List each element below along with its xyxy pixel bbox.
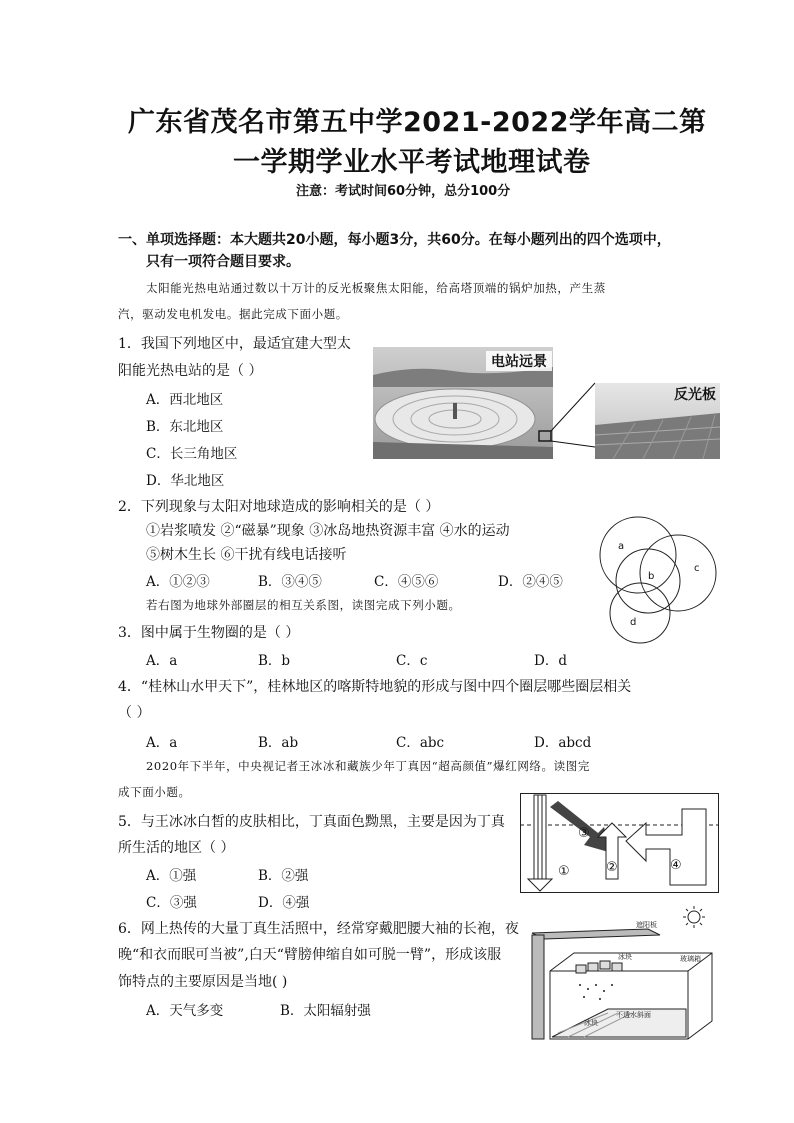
q1-option-b: B．东北地区 [146,419,224,435]
q3-option-d: D．d [534,653,567,669]
sun-icon [683,906,705,928]
q6-stem-line-3: 饰特点的主要原因是当地( ) [118,974,288,990]
q4-stem-line-2: （ ） [118,705,151,721]
q2-option-b: B．③④⑤ [258,574,322,590]
q4-option-d: D．abcd [534,735,592,751]
q6-option-a: A．天气多变 [146,1003,224,1019]
q1-option-d: D．华北地区 [146,473,225,489]
q3-option-b: B．b [258,653,291,669]
q3-option-a: A．a [146,653,178,669]
label-ice-top: 冰块 [618,953,632,961]
title-line-1: 广东省茂名市第五中学2021-2022学年高二第 [128,107,707,138]
label-1: ① [558,864,570,879]
q2-option-d: D．②④⑤ [498,574,563,590]
passage-3-line-1: 2020年下半年，中央视记者王冰冰和藏族少年丁真因“超高颜值”爆红网络。读图完 [146,759,590,773]
passage-2-line-1: 若右图为地球外部圈层的相互关系图，读图完成下列小题。 [146,598,461,612]
water-drops [579,984,613,1000]
q4-option-b: B．ab [258,735,299,751]
passage-1-line-1: 太阳能光热电站通过数以十万计的反光板聚焦太阳能，给高塔顶端的锅炉加热，产生蒸 [146,281,606,295]
radiation-figure [520,793,719,893]
passage-3-line-2: 成下面小题。 [118,785,191,799]
q5-option-d: D．④强 [258,895,310,911]
label-reflector: 反光板 [674,387,716,403]
glass-box-figure [528,905,720,1043]
section-heading-line-2: 只有一项符合题目要求。 [146,254,300,270]
label-a: a [618,541,625,552]
q1-option-c: C．长三角地区 [146,446,238,462]
label-glass-box: 玻璃箱 [680,955,701,963]
q5-option-b: B．②强 [258,868,309,884]
spheres-venn-figure [590,515,720,645]
circle-d [610,583,670,643]
title-line-2: 一学期学业水平考试地理试卷 [233,147,591,178]
q3-stem: 3．图中属于生物圈的是（ ） [118,625,300,641]
q6-option-b: B．太阳辐射强 [280,1003,371,1019]
q3-option-c: C．c [396,653,428,669]
label-b: b [648,571,655,582]
exam-note: 注意：考试时间60分钟，总分100分 [296,184,511,199]
q2-items-line-1: ①岩浆喷发 ②“磁暴”现象 ③冰岛地热资源丰富 ④水的运动 [146,523,510,539]
q5-stem-line-1: 5．与王冰冰白皙的皮肤相比，丁真面色黝黑，主要是因为丁真 [118,814,505,830]
label-station-view: 电站远景 [491,354,547,370]
q1-option-a: A．西北地区 [146,392,224,408]
solar-station-figure [373,347,720,459]
label-d: d [630,617,637,628]
q4-option-a: A．a [146,735,178,751]
label-ice-bottom: 冰块 [584,1019,598,1027]
q2-option-c: C．④⑤⑥ [374,574,439,590]
q6-stem-line-2: 晚“和衣而眠可当被”,白天“臂膀伸缩自如可脱一臂”，形成该服 [118,947,502,963]
q1-stem-line-2: 阳能光热电站的是（ ） [118,363,263,379]
q2-option-a: A．①②③ [146,574,210,590]
q6-stem-line-1: 6．网上热传的大量丁真生活照中，经常穿戴肥腰大袖的长袍，夜 [118,921,519,937]
circle-a [600,517,676,593]
q4-stem-line-1: 4．“桂林山水甲天下”，桂林地区的喀斯特地貌的形成与图中四个圈层哪些圈层相关 [118,679,632,695]
passage-1-line-2: 汽，驱动发电机发电。据此完成下面小题。 [118,307,348,321]
q2-stem: 2．下列现象与太阳对地球造成的影响相关的是（ ） [118,499,440,515]
label-2: ② [606,860,618,875]
solar-tower [453,403,457,419]
shade-board [532,929,660,939]
q5-option-a: A．①强 [146,868,197,884]
label-4: ④ [670,858,682,873]
label-3: ③ [578,826,590,841]
label-shade-board: 遮阳板 [636,921,657,929]
label-slope: 不透水斜面 [616,1011,651,1019]
q5-stem-line-2: 所生活的地区（ ） [118,840,235,856]
q2-items-line-2: ⑤树木生长 ⑥干扰有线电话接听 [146,547,347,563]
q5-option-c: C．③强 [146,895,197,911]
q4-option-c: C．abc [396,735,445,751]
section-heading-line-1: 一、单项选择题：本大题共20小题，每小题3分，共60分。在每小题列出的四个选项中， [118,232,671,248]
label-c: c [694,563,700,574]
q1-stem-line-1: 1．我国下列地区中，最适宜建大型太 [118,336,351,352]
